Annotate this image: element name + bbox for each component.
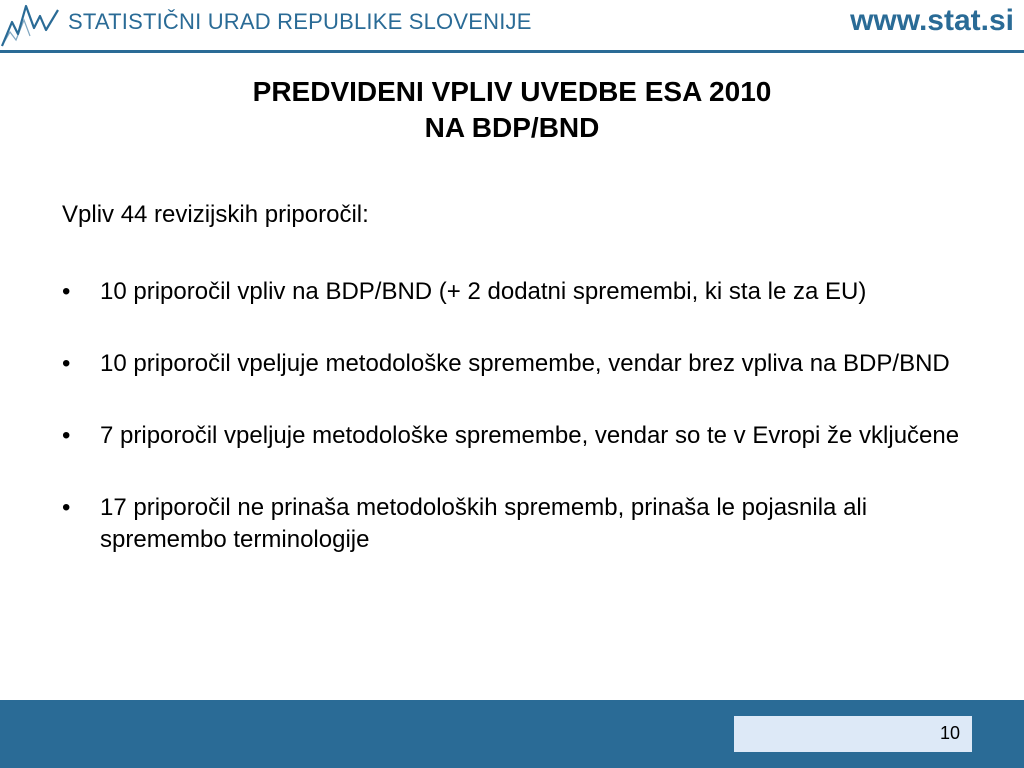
bullet-list	[62, 276, 982, 596]
page-number: 10	[939, 723, 960, 743]
bullet-text: 10 priporočil vpeljuje metodološke spremembe, vendar brez vpliva na BDP/BND	[100, 350, 950, 377]
bullet-icon: •	[62, 494, 71, 521]
bullet-icon: •	[62, 422, 71, 449]
organization-name: STATISTIČNI URAD REPUBLIKE SLOVENIJE	[68, 9, 532, 34]
page-number-box	[734, 716, 972, 752]
statistics-logo-icon	[0, 0, 62, 48]
list-item	[62, 420, 982, 452]
bullet-text: 10 priporočil vpliv na BDP/BND (+ 2 dodatni spremembi, ki sta le za EU)	[100, 278, 867, 305]
bullet-icon: •	[62, 278, 71, 305]
bullet-icon: •	[62, 350, 71, 377]
header	[0, 0, 1024, 52]
header-divider	[0, 50, 1024, 53]
list-item	[62, 348, 982, 380]
bullet-text: 7 priporočil vpeljuje metodološke spremembe, vendar so te v Evropi že vključene	[100, 422, 960, 449]
slide-title-line-2: NA BDP/BND	[424, 112, 600, 143]
list-item	[62, 276, 982, 308]
slide-title	[0, 74, 1024, 146]
list-item	[62, 492, 982, 556]
intro-text: Vpliv 44 revizijskih priporočil:	[62, 201, 369, 228]
slide-title-line-1: PREDVIDENI VPLIV UVEDBE ESA 2010	[252, 76, 772, 107]
bullet-text: 17 priporočil ne prinaša metodoloških sprememb, prinaša le pojasnila ali spremembo terminologije	[100, 494, 868, 553]
website-url[interactable]: www.stat.si	[850, 4, 1014, 37]
